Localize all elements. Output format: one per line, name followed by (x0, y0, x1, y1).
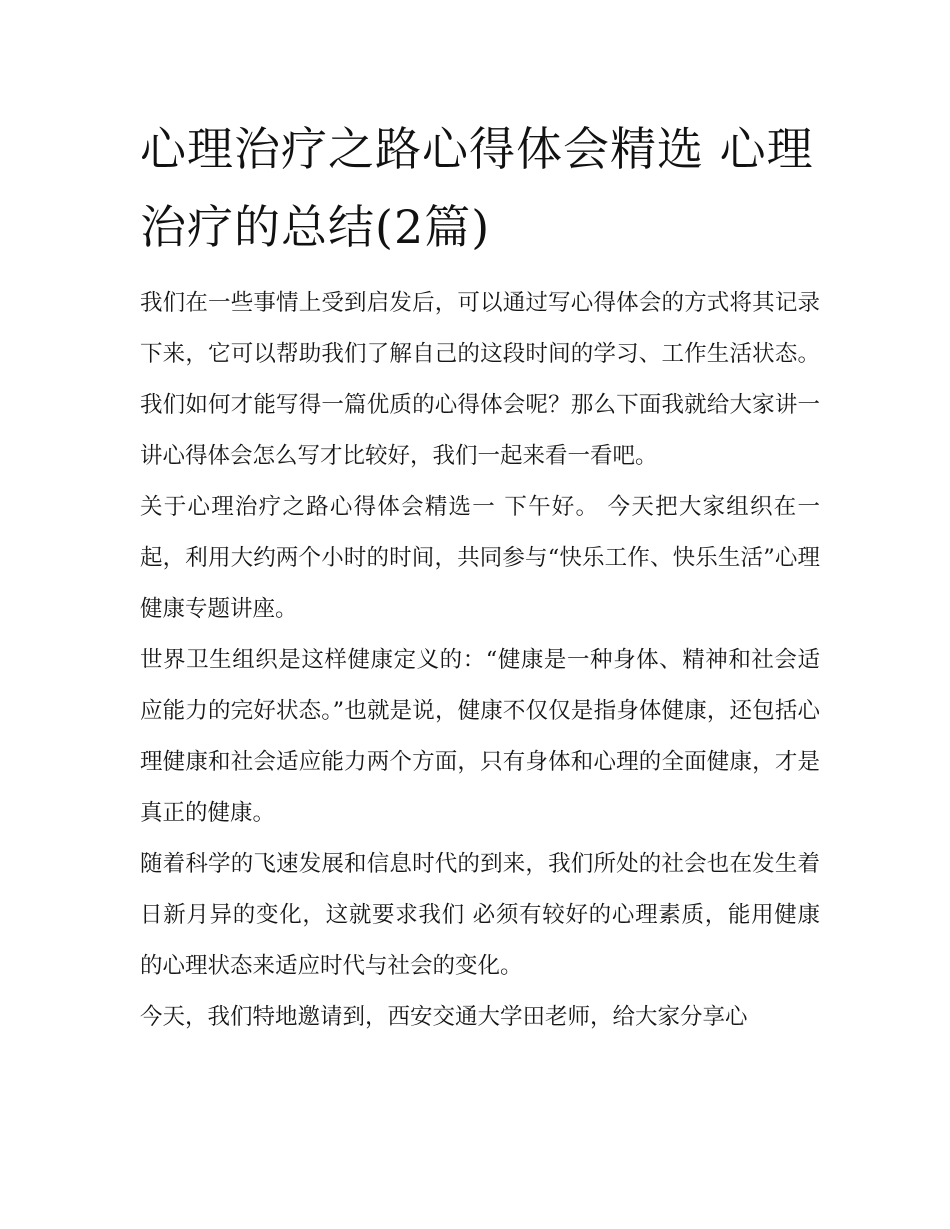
document-title: 心理治疗之路心得体会精选 心理治疗的总结(2篇) (140, 122, 814, 254)
document-body (140, 278, 820, 1043)
paragraph-invitation: 今天，我们特地邀请到，西安交通大学田老师，给大家分享心 (140, 1004, 748, 1030)
paragraph-greeting: 关于心理治疗之路心得体会精选一 下午好。 今天把大家组织在一起，利用大约两个小时的时间，共同参与“快乐工作、快乐生活”心理健康专题讲座。 (140, 494, 820, 622)
paragraph-intro: 我们在一些事情上受到启发后，可以通过写心得体会的方式将其记录下来，它可以帮助我们了解自己的这段时间的学习、工作生活状态。我们如何才能写得一篇优质的心得体会呢？那么下面我就给大家讲一讲心得体会怎么写才比较好，我们一起来看一看吧。 (140, 290, 820, 469)
paragraph-social-change: 随着科学的飞速发展和信息时代的到来，我们所处的社会也在发生着日新月异的变化，这就要求我们 必须有较好的心理素质，能用健康的心理状态来适应时代与社会的变化。 (140, 851, 820, 979)
paragraph-health-definition: 世界卫生组织是这样健康定义的：“健康是一种身体、精神和社会适应能力的完好状态。”也就是说，健康不仅仅是指身体健康，还包括心理健康和社会适应能力两个方面，只有身体和心理的全面健康，才是真正的健康。 (140, 647, 820, 826)
